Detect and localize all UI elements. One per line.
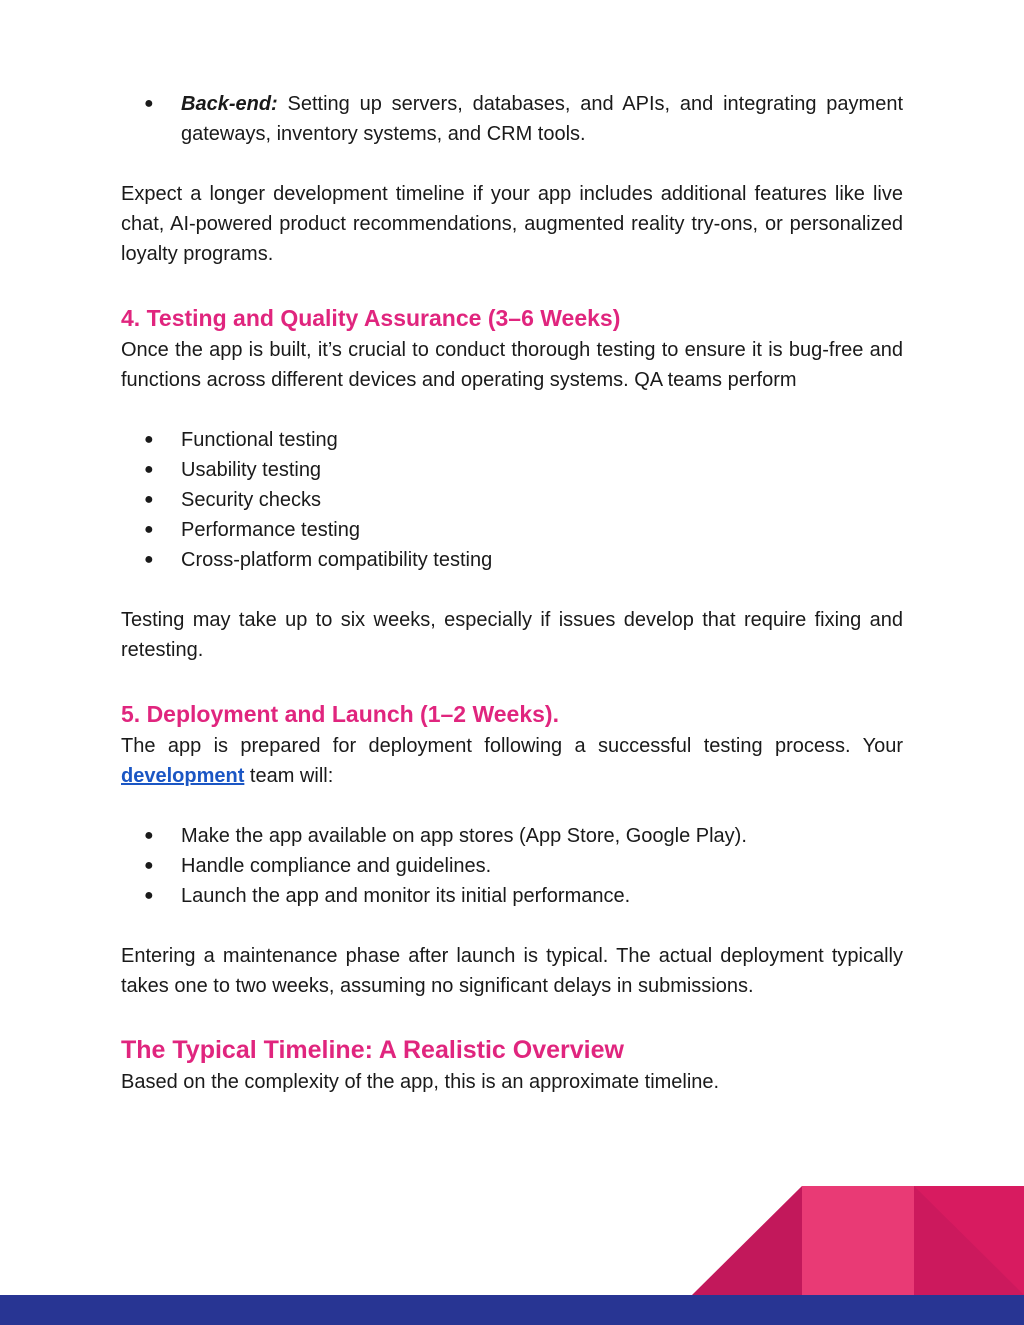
testing-intro: Once the app is built, it’s crucial to conduct thorough testing to ensure it is bug-free and functions across different devices and operating systems. QA teams perform <box>121 339 903 391</box>
bullet-icon: ● <box>144 887 154 904</box>
bullet-icon: ● <box>144 95 154 112</box>
deployment-outro: Entering a maintenance phase after launch is typical. The actual deployment typically takes one to two weeks, assuming no significant delays in submissions. <box>121 945 903 997</box>
bullet-icon: ● <box>144 827 154 844</box>
deco-triangle <box>692 1186 802 1295</box>
list-item-text: Usability testing <box>181 459 322 481</box>
list-item-text: Make the app available on app stores (App Store, Google Play). <box>181 825 747 847</box>
bullet-text: Setting up servers, databases, and APIs, and integrating payment gateways, inventory systems, and CRM tools. <box>181 93 903 145</box>
development-link[interactable]: development <box>121 765 245 787</box>
list-item-text: Functional testing <box>181 429 338 451</box>
list-item-text: Launch the app and monitor its initial performance. <box>181 885 631 907</box>
footer-bar <box>0 1295 1024 1325</box>
list-item-text: Cross-platform compatibility testing <box>181 549 493 571</box>
list-item-text: Security checks <box>181 489 322 511</box>
section-heading-testing: 4. Testing and Quality Assurance (3–6 Weeks) <box>121 305 621 331</box>
bullet-icon: ● <box>144 461 154 478</box>
list-item-text: Performance testing <box>181 519 360 541</box>
deployment-intro-text-end: team will: <box>244 765 334 787</box>
bullet-icon: ● <box>144 857 154 874</box>
bullet-icon: ● <box>144 521 154 538</box>
bullet-icon: ● <box>144 431 154 448</box>
section-heading-timeline: The Typical Timeline: A Realistic Overview <box>121 1036 624 1064</box>
section-heading-deployment: 5. Deployment and Launch (1–2 Weeks). <box>121 701 559 727</box>
intro-paragraph: Expect a longer development timeline if your app includes additional features like live chat, AI-powered product recommendations, augmented reality try-ons, or personalized loyalty programs. <box>121 183 903 265</box>
bullet-icon: ● <box>144 551 154 568</box>
bullet-term: Back-end: <box>181 93 278 115</box>
bullet-icon: ● <box>144 491 154 508</box>
deployment-intro-text: The app is prepared for deployment following a successful testing process. Your <box>121 735 903 757</box>
timeline-intro: Based on the complexity of the app, this is an approximate timeline. <box>121 1071 720 1093</box>
testing-outro: Testing may take up to six weeks, especially if issues develop that require fixing and retesting. <box>121 609 903 661</box>
deco-square-pink <box>802 1186 914 1295</box>
list-item-text: Handle compliance and guidelines. <box>181 855 492 877</box>
